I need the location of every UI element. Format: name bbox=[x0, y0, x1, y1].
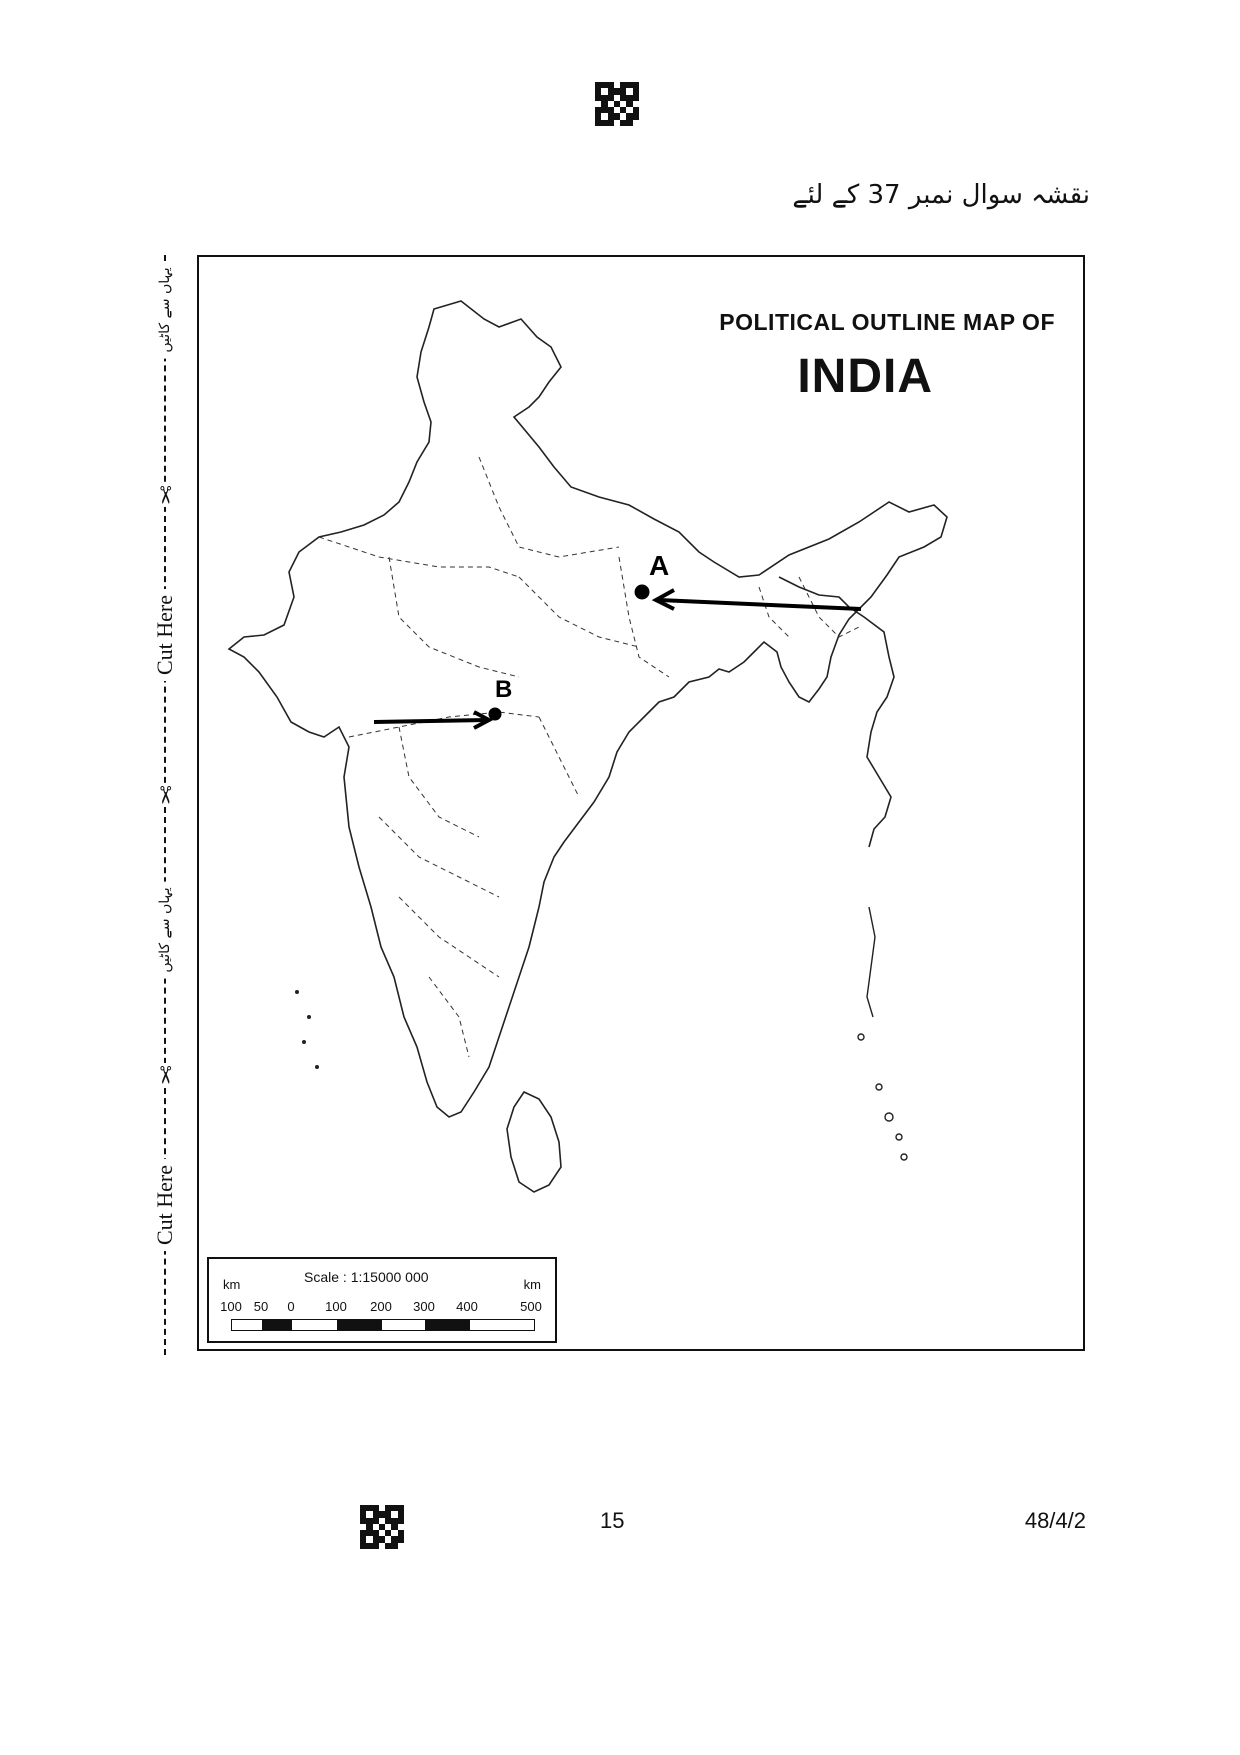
scale-km-right: km bbox=[523, 1277, 541, 1292]
cut-strip bbox=[150, 255, 180, 1355]
marker-b-label: B bbox=[495, 676, 513, 703]
lakshadweep-islands bbox=[295, 990, 319, 1069]
marker-b bbox=[374, 708, 501, 728]
scale-segment bbox=[425, 1320, 470, 1330]
scissors-icon: ✂ bbox=[151, 784, 179, 806]
scale-box bbox=[207, 1257, 557, 1343]
scale-tick: 50 bbox=[253, 1299, 269, 1314]
scale-segment bbox=[337, 1320, 382, 1330]
marker-a bbox=[635, 585, 861, 609]
sri-lanka-outline bbox=[507, 1092, 561, 1192]
urdu-cut-label-bottom: یہاں سے کاٹیں bbox=[153, 881, 177, 978]
urdu-map-question-heading: نقشہ سوال نمبر 37 کے لئے bbox=[792, 180, 1090, 210]
marker-a-label: A bbox=[649, 550, 670, 581]
india-outline-map bbox=[197, 255, 1085, 1351]
scale-tick: 100 bbox=[220, 1299, 242, 1314]
state-boundaries bbox=[319, 457, 859, 1057]
page-number: 15 bbox=[600, 1508, 625, 1533]
scale-tick: 0 bbox=[287, 1299, 295, 1314]
northeast-outline bbox=[779, 577, 894, 847]
paper-code: 48/4/2 bbox=[1024, 1508, 1086, 1533]
india-outline bbox=[229, 301, 947, 1117]
qr-module bbox=[398, 1543, 404, 1549]
scale-tick: 400 bbox=[456, 1299, 478, 1314]
scale-tick: 100 bbox=[325, 1299, 347, 1314]
cut-here-label-bottom: Cut Here bbox=[148, 1159, 182, 1251]
scale-bar bbox=[231, 1319, 535, 1331]
urdu-cut-label-top: یہاں سے کاٹیں bbox=[153, 261, 177, 358]
scale-text: Scale : 1:15000 000 bbox=[304, 1269, 429, 1285]
scissors-icon: ✂ bbox=[151, 1064, 179, 1086]
map-subtitle: INDIA bbox=[797, 350, 933, 403]
scale-km-left: km bbox=[223, 1277, 241, 1292]
qr-code-bottom bbox=[360, 1505, 404, 1549]
cut-here-label-top: Cut Here bbox=[148, 589, 182, 681]
scissors-icon: ✂ bbox=[151, 484, 179, 506]
scale-segment bbox=[262, 1320, 292, 1330]
qr-module bbox=[633, 120, 639, 126]
scale-tick: 500 bbox=[520, 1299, 542, 1314]
india-map-svg bbox=[199, 257, 1083, 1349]
scale-tick: 200 bbox=[370, 1299, 392, 1314]
qr-code-top bbox=[595, 82, 639, 126]
scale-tick: 300 bbox=[413, 1299, 435, 1314]
andaman-nicobar-islands bbox=[858, 907, 907, 1160]
map-title: POLITICAL OUTLINE MAP OF bbox=[719, 309, 1055, 335]
